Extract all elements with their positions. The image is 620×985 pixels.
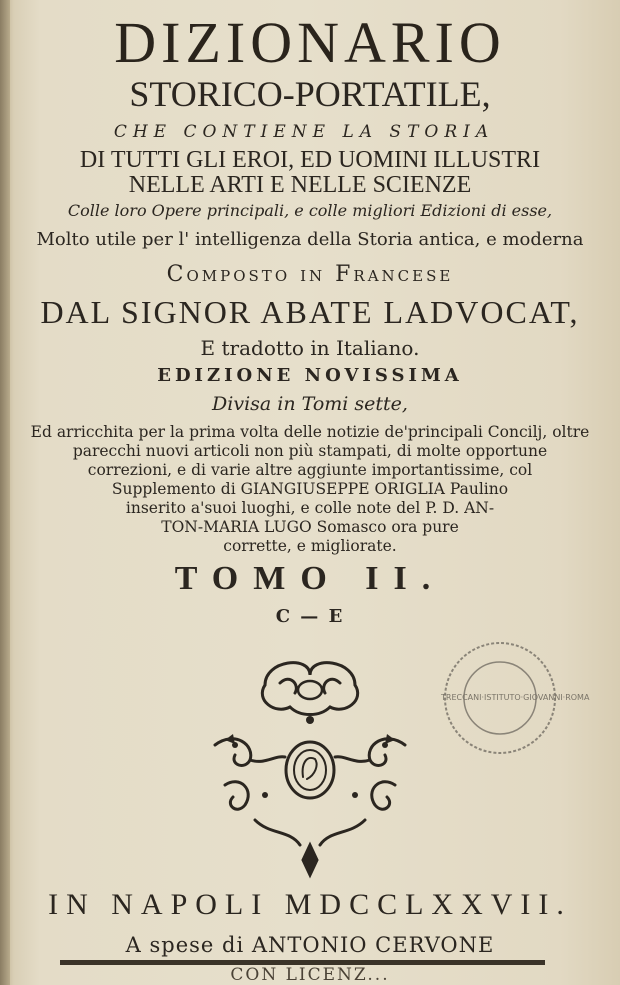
volume-range: C — E [275, 606, 345, 627]
volume-division: Divisa in Tomi sette, [212, 393, 408, 415]
translated-line: E tradotto in Italiano. [200, 336, 420, 360]
main-title: DIZIONARIO [114, 10, 506, 75]
stamp-text: TRECCANI·ISTITUTO·GIOVANNI·ROMA [441, 693, 590, 702]
description-line: parecchi nuovi articoli non più stampati, di molte opportune [72, 442, 548, 460]
composed-line: Composto in Francese [166, 262, 454, 287]
contents-line-3: NELLE ARTI E NELLE SCIENZE [128, 172, 472, 198]
volume-label: TOMO II. [174, 560, 446, 597]
library-stamp [441, 639, 590, 757]
printer-ornament-vignette [195, 645, 425, 885]
edition-label: EDIZIONE NOVISSIMA [157, 365, 463, 386]
contents-line-4: Colle loro Opere principali, e colle migliori Edizioni di esse, [67, 201, 553, 220]
contents-line-1: CHE CONTIENE LA STORIA [113, 122, 495, 142]
description-line: correzioni, e di varie altre aggiunte importantissime, col [87, 461, 533, 479]
imprint-place-date: IN NAPOLI MDCCLXXVII. [48, 888, 572, 921]
description-line: Ed arricchita per la prima volta delle notizie de'principali Concilj, oltre [30, 423, 590, 441]
edition-description [0, 423, 620, 556]
description-line: TON-MARIA LUGO Somasco ora pure [161, 518, 459, 536]
sub-title: STORICO-PORTATILE, [129, 74, 491, 114]
license-line: CON LICENZ... [230, 965, 390, 985]
publisher-line: A spese di ANTONIO CERVONE [125, 933, 495, 957]
description-line: inserito a'suoi luoghi, e colle note del P. D. AN- [125, 499, 495, 517]
author-name: DAL SIGNOR ABATE LADVOCAT, [40, 294, 580, 330]
description-line: Supplemento di GIANGIUSEPPE ORIGLIA Paulino [111, 480, 509, 498]
contents-line-5: Molto utile per l' intelligenza della Storia antica, e moderna [36, 229, 584, 250]
contents-line-2: DI TUTTI GLI EROI, ED UOMINI ILLUSTRI [79, 147, 541, 173]
description-line: corrette, e migliorate. [223, 537, 397, 555]
